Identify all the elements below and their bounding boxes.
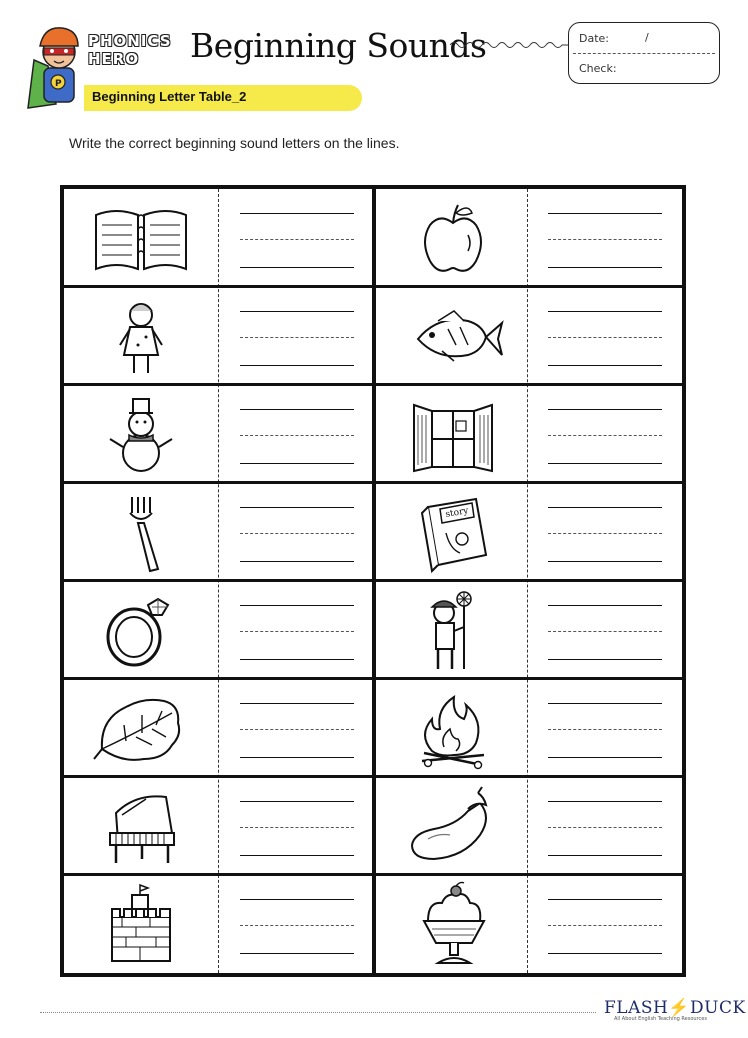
- writing-line: [548, 365, 662, 366]
- date-check-box: [568, 22, 720, 84]
- writing-line: [240, 953, 354, 954]
- writing-line: [240, 463, 354, 464]
- writing-line: [240, 409, 354, 410]
- writing-guide-line: [240, 435, 354, 436]
- check-label: Check:: [579, 62, 617, 75]
- date-separator: /: [645, 31, 649, 44]
- ring-icon: [86, 587, 196, 673]
- writing-lines-1[interactable]: [240, 213, 354, 269]
- piano-icon: [86, 783, 196, 869]
- footer-divider: [40, 1012, 596, 1013]
- writing-line: [548, 801, 662, 802]
- writing-line: [548, 855, 662, 856]
- writing-lines-4[interactable]: [548, 311, 662, 367]
- writing-guide-line: [548, 925, 662, 926]
- writing-guide-line: [548, 631, 662, 632]
- writing-line: [548, 703, 662, 704]
- writing-guide-line: [548, 337, 662, 338]
- writing-lines-13[interactable]: [240, 801, 354, 857]
- writing-line: [240, 311, 354, 312]
- writing-lines-14[interactable]: [548, 801, 662, 857]
- girl-icon: [86, 293, 196, 379]
- writing-guide-line: [240, 729, 354, 730]
- page-title: Beginning Sounds: [190, 26, 487, 65]
- date-box-divider: [573, 53, 715, 54]
- fire-icon: [398, 685, 508, 771]
- row-divider: [64, 873, 682, 876]
- writing-lines-2[interactable]: [548, 213, 662, 269]
- storybook-icon: [398, 489, 508, 575]
- apple-icon: [398, 195, 508, 281]
- fork-icon: [86, 489, 196, 575]
- writing-lines-7[interactable]: [240, 507, 354, 563]
- snowman-icon: [86, 391, 196, 477]
- writing-line: [548, 213, 662, 214]
- row-divider: [64, 579, 682, 582]
- writing-line: [548, 463, 662, 464]
- writing-lines-12[interactable]: [548, 703, 662, 759]
- writing-lines-9[interactable]: [240, 605, 354, 661]
- writing-line: [240, 855, 354, 856]
- writing-line: [548, 409, 662, 410]
- logo-tagline: All About English Teaching Resources: [614, 1016, 707, 1022]
- writing-lines-5[interactable]: [240, 409, 354, 465]
- writing-line: [240, 365, 354, 366]
- writing-guide-line: [240, 533, 354, 534]
- row-divider: [64, 481, 682, 484]
- writing-line: [240, 267, 354, 268]
- writing-line: [548, 605, 662, 606]
- writing-guide-line: [548, 827, 662, 828]
- logo-part-2: DUCK: [690, 998, 746, 1018]
- writing-line: [548, 899, 662, 900]
- row-divider: [64, 677, 682, 680]
- brand-line-2: HERO: [88, 50, 140, 68]
- writing-guide-line: [548, 533, 662, 534]
- writing-line: [240, 659, 354, 660]
- writing-line: [240, 213, 354, 214]
- writing-line: [548, 507, 662, 508]
- writing-line: [548, 659, 662, 660]
- writing-line: [240, 605, 354, 606]
- window-icon: [398, 391, 508, 477]
- writing-line: [240, 703, 354, 704]
- writing-lines-11[interactable]: [240, 703, 354, 759]
- writing-guide-line: [240, 239, 354, 240]
- writing-guide-line: [240, 827, 354, 828]
- writing-lines-16[interactable]: [548, 899, 662, 955]
- writing-line: [240, 561, 354, 562]
- brand-line-1: PHONICS: [88, 32, 172, 50]
- writing-guide-line: [548, 729, 662, 730]
- fish-icon: [398, 293, 508, 379]
- writing-line: [548, 953, 662, 954]
- instruction-text: Write the correct beginning sound letters on the lines.: [69, 135, 400, 151]
- flashduck-logo: [604, 998, 746, 1018]
- svg-text:P: P: [55, 79, 62, 89]
- writing-guide-line: [240, 631, 354, 632]
- writing-guide-line: [548, 435, 662, 436]
- writing-line: [240, 507, 354, 508]
- castle-icon: [86, 881, 196, 967]
- writing-lines-10[interactable]: [548, 605, 662, 661]
- writing-line: [240, 757, 354, 758]
- logo-part-1: FLASH: [604, 998, 669, 1018]
- writing-guide-line: [548, 239, 662, 240]
- writing-line: [548, 561, 662, 562]
- writing-line: [548, 267, 662, 268]
- logo-bolt: ⚡: [668, 998, 691, 1018]
- writing-line: [240, 801, 354, 802]
- writing-lines-6[interactable]: [548, 409, 662, 465]
- writing-lines-3[interactable]: [240, 311, 354, 367]
- worksheet-table: [60, 185, 686, 977]
- eggplant-icon: [398, 783, 508, 869]
- row-divider: [64, 383, 682, 386]
- book-icon: [86, 195, 196, 281]
- writing-guide-line: [240, 337, 354, 338]
- writing-line: [240, 899, 354, 900]
- sundae-icon: [398, 881, 508, 967]
- writing-line: [548, 311, 662, 312]
- worksheet-subtitle: Beginning Letter Table_2: [92, 89, 247, 104]
- writing-lines-15[interactable]: [240, 899, 354, 955]
- writing-lines-8[interactable]: [548, 507, 662, 563]
- writing-guide-line: [240, 925, 354, 926]
- row-divider: [64, 775, 682, 778]
- phonics-hero-logo: [88, 30, 188, 74]
- leaf-icon: [86, 685, 196, 771]
- svg-text:story: story: [444, 506, 470, 520]
- writing-line: [548, 757, 662, 758]
- date-label: Date:: [579, 32, 609, 45]
- row-divider: [64, 285, 682, 288]
- wave-decoration-icon: [450, 38, 568, 52]
- chimney-sweep-icon: [398, 587, 508, 673]
